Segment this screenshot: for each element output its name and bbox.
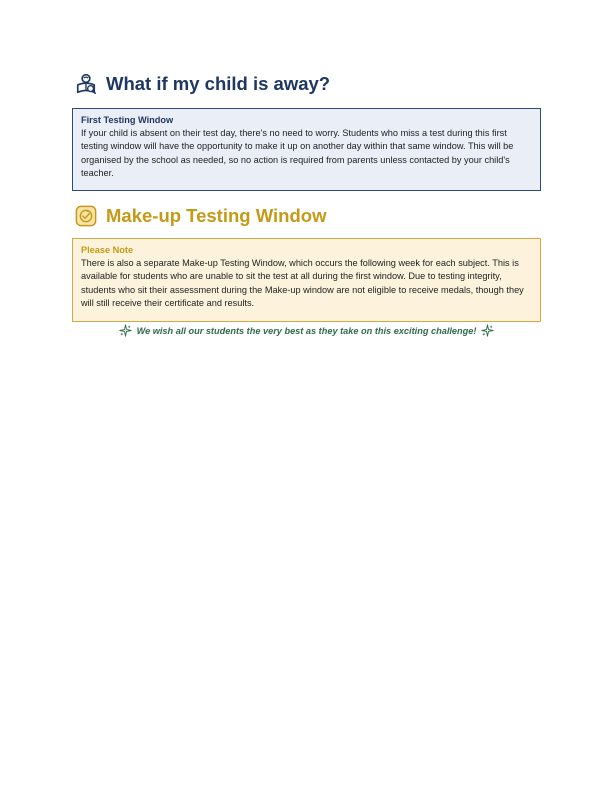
section-heading-text: What if my child is away? (106, 73, 331, 94)
box-title: First Testing Window (81, 115, 174, 125)
box-title: Please Note (81, 245, 134, 255)
box-body: There is also a separate Make-up Testing Window, which occurs the following week for each subject. This is available for students who are unable to sit the test at all during the first window. Due to testing integrity, students who sit their assessment during the Make-up window are not eligible to receive medals, though they will still receive their certificate and results. (81, 258, 524, 308)
sparkle-icon (481, 324, 494, 337)
section-heading-away (72, 73, 330, 95)
makeup-badge-icon (75, 205, 97, 227)
section-heading-makeup (72, 205, 326, 227)
box-body: If your child is absent on their test day, there's no need to worry. Students who miss a test during this first testing window will have the opportunity to make it up on another day within that same window. This will be organised by the school as needed, so no action is required from parents unless contacted by your child's teacher. (81, 128, 514, 178)
closing-message (72, 324, 541, 337)
first-testing-window-box (72, 108, 541, 191)
section-heading-text: Make-up Testing Window (106, 205, 327, 226)
student-reading-icon (75, 73, 97, 95)
please-note-box (72, 238, 541, 322)
closing-text: We wish all our students the very best as they take on this exciting challenge! (136, 325, 477, 336)
sparkle-icon (119, 324, 132, 337)
